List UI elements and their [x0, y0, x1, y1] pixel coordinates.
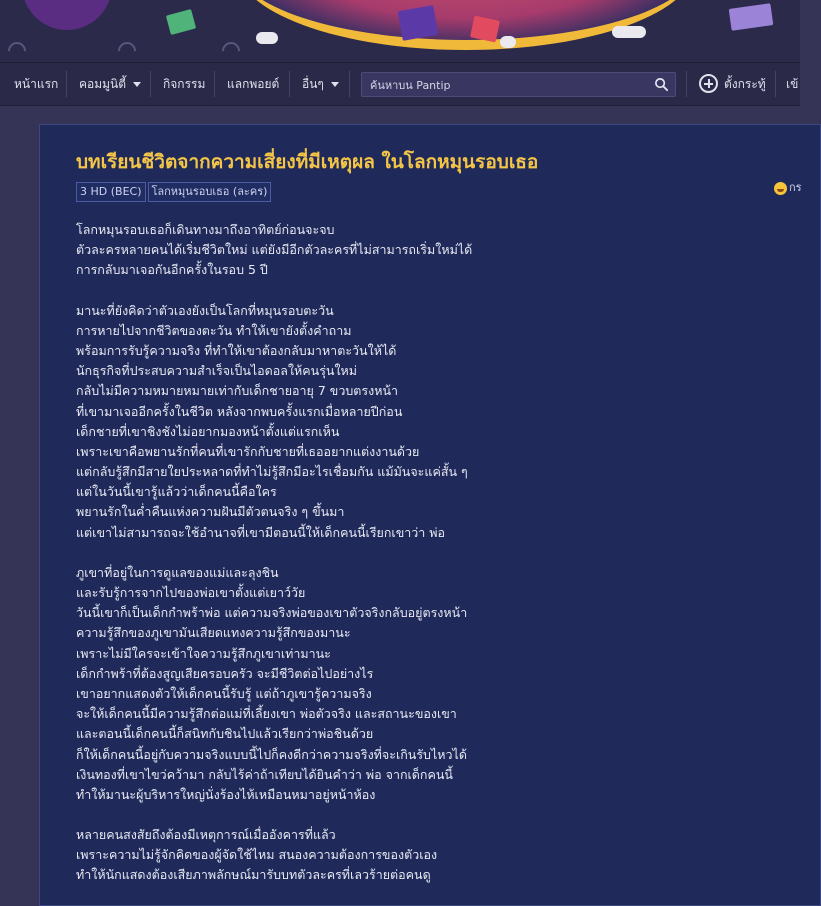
story-line: เพราะความไม่รู้จักคิดของผู้จัดใช้ไหม สนองความต้องการของตัวเอง	[76, 847, 438, 863]
post-body	[76, 220, 776, 906]
tag-link[interactable]: โลกหมุนรอบเธอ (ละคร)	[148, 182, 272, 202]
banner-moon-decoration	[22, 0, 112, 30]
story-line: และรับรู้การจากไปของพ่อเขาตั้งแต่เยาว์วัย	[76, 585, 306, 600]
laughing-emoji-icon	[774, 182, 787, 195]
nav-item-label: หน้าแรก	[14, 77, 59, 91]
nav-item-label: แลกพอยต์	[227, 77, 280, 91]
story-line: จะให้เด็กคนนี้มีความรู้สึกต่อแม่ที่เลี้ยงเขา พ่อตัวจริง และสถานะของเขา	[76, 706, 457, 722]
emotion-label: กร	[789, 181, 802, 194]
story-line: เงินทองที่เขาไขว่คว้ามา กลับไร้ค่าถ้าเทียบได้ยินคำว่า พ่อ จากเด็กคนนี้	[76, 766, 453, 782]
nav-divider	[150, 71, 151, 97]
nav-item-redeem-points[interactable]	[227, 63, 279, 105]
create-topic-label: ตั้งกระทู้	[724, 77, 766, 91]
story-line: เด็กชายที่เขาชิงชังไม่อยากมองหน้าตั้งแต่แรกเห็น	[76, 423, 340, 439]
story-line: แต่กลับรู้สึกมีสายใยประหลาดที่ทำไม่รู้สึกมีอะไรเชื่อมกัน แม้มันจะแค่สั้น ๆ	[76, 464, 468, 480]
nav-item-label: คอมมูนิตี้	[79, 77, 127, 91]
story-line: ทำให้มานะผู้บริหารใหญ่นั่งร้องไห้เหมือนหมาอยู่หน้าห้อง	[76, 786, 376, 802]
search-box	[361, 72, 676, 97]
nav-divider	[214, 71, 215, 97]
story-paragraph	[76, 220, 776, 281]
cloud-decoration	[612, 26, 646, 38]
plus-circle-icon	[699, 74, 718, 93]
story-line: ก็ให้เด็กคนนี้อยู่กับความจริงแบบนี้ไปก็คงดีกว่าความจริงที่จะเกินรับไหวได้	[76, 746, 467, 762]
header-banner	[0, 0, 800, 62]
emotion-summary[interactable]	[774, 178, 802, 196]
nav-divider	[775, 71, 776, 97]
story-line: วันนี้เขาก็เป็นเด็กกำพร้าพ่อ แต่ความจริงพ่อของเขาตัวจริงกลับอยู่ตรงหน้า	[76, 605, 468, 621]
nav-item-home[interactable]	[14, 63, 58, 105]
book-illustration	[398, 5, 439, 41]
story-line: พร้อมการรับรู้ความจริง ที่ทำให้เขาต้องกลับมาหาตะวันให้ได้	[76, 342, 397, 358]
story-line: ตัวละครหลายคนได้เริ่มชีวิตใหม่ แต่ยังมีอีกตัวละครที่ไม่สามารถเริ่มใหม่ได้	[76, 242, 473, 258]
story-line: โลกหมุนรอบเธอก็เดินทางมาถึงอาทิตย์ก่อนจะจบ	[76, 222, 335, 237]
story-line: นักธุรกิจที่ประสบความสำเร็จเป็นไอดอลให้คนรุ่นใหม่	[76, 363, 358, 379]
story-line: เขาอยากแสดงตัวให้เด็กคนนี้รับรู้ แต่ถ้าภูเขารู้ความจริง	[76, 685, 372, 701]
story-line: เด็กกำพร้าที่ต้องสูญเสียครอบครัว จะมีชีวิตต่อไปอย่างไร	[76, 665, 374, 681]
chevron-down-icon	[331, 82, 339, 87]
story-paragraph	[76, 825, 776, 886]
nav-item-label: กิจกรรม	[163, 77, 206, 91]
story-line: มานะที่ยังคิดว่าตัวเองยังเป็นโลกที่หมุนรอบตะวัน	[76, 302, 334, 318]
signal-wave-decoration	[218, 38, 243, 63]
nav-divider	[349, 71, 350, 97]
story-line: ทำให้นักแสดงต้องเสียภาพลักษณ์มารับบทตัวละครที่เลวร้ายต่อคนดู	[76, 867, 431, 883]
story-line: เพราะเขาคือพยานรักที่คนที่เขารักกับชายที่เธออยากแต่งงานด้วย	[76, 443, 420, 459]
book-illustration	[729, 3, 774, 31]
search-icon[interactable]	[654, 77, 669, 92]
nav-item-login[interactable]: เข้	[786, 77, 799, 91]
banner-arc-decoration	[236, 0, 696, 50]
story-line: แต่ในวันนี้เขารู้แล้วว่าเด็กคนนี้คือใคร	[76, 484, 277, 500]
signal-wave-decoration	[4, 38, 29, 63]
story-paragraph	[76, 301, 776, 543]
nav-item-label: อื่นๆ	[302, 77, 324, 91]
book-illustration	[166, 9, 196, 35]
nav-item-community[interactable]	[79, 63, 141, 105]
story-line: กลับไม่มีความหมายหมายเท่ากับเด็กชายอายุ 7 ขวบตรงหน้า	[76, 383, 399, 399]
story-line: หลายคนสงสัยถึงต้องมีเหตุการณ์เมื่ออังคารที่แล้ว	[76, 827, 336, 843]
story-line: การกลับมาเจอกันอีกครั้งในรอบ 5 ปี	[76, 262, 268, 278]
post-title: บทเรียนชีวิตจากความเสี่ยงที่มีเหตุผล ในโลกหมุนรอบเธอ	[76, 151, 539, 173]
story-paragraph	[76, 563, 776, 805]
story-line: พยานรักในค่ำคืนแห่งความฝันมีตัวตนจริง ๆ ขึ้นมา	[76, 504, 345, 520]
cloud-decoration	[256, 32, 278, 44]
story-line: แต่เขาไม่สามารถจะใช้อำนาจที่เขามีตอนนี้ให้เด็กคนนี้เรียกเขาว่า พ่อ	[76, 524, 446, 540]
story-line: ที่เขามาเจออีกครั้งในชีวิต หลังจากพบครั้งแรกเมื่อหลายปีก่อน	[76, 403, 403, 419]
tag-link[interactable]: 3 HD (BEC)	[76, 182, 146, 202]
story-line: เพราะไม่มีใครจะเข้าใจความรู้สึกภูเขาเท่ามานะ	[76, 645, 331, 661]
create-topic-button[interactable]	[699, 63, 766, 105]
story-line: ความรู้สึกของภูเขามันเสียดแทงความรู้สึกของมานะ	[76, 625, 351, 641]
nav-divider	[289, 71, 290, 97]
nav-divider	[686, 71, 687, 97]
signal-wave-decoration	[114, 38, 139, 63]
story-line: การหายไปจากชีวิตของตะวัน ทำให้เขายังตั้งคำถาม	[76, 322, 352, 338]
story-line: ภูเขาที่อยู่ในการดูแลของแม่และลุงชิน	[76, 564, 279, 580]
chevron-down-icon	[133, 82, 141, 87]
cloud-decoration	[500, 36, 516, 48]
search-input[interactable]	[368, 73, 652, 98]
nav-item-activities[interactable]	[163, 63, 205, 105]
post-card	[39, 124, 821, 906]
nav-divider	[66, 71, 67, 97]
top-navbar	[0, 62, 800, 106]
story-line: และตอนนี้เด็กคนนี้ก็สนิทกับชินไปแล้วเรียกว่าพ่อชินด้วย	[76, 726, 374, 742]
nav-item-more[interactable]	[302, 63, 339, 105]
post-tags	[76, 180, 273, 202]
